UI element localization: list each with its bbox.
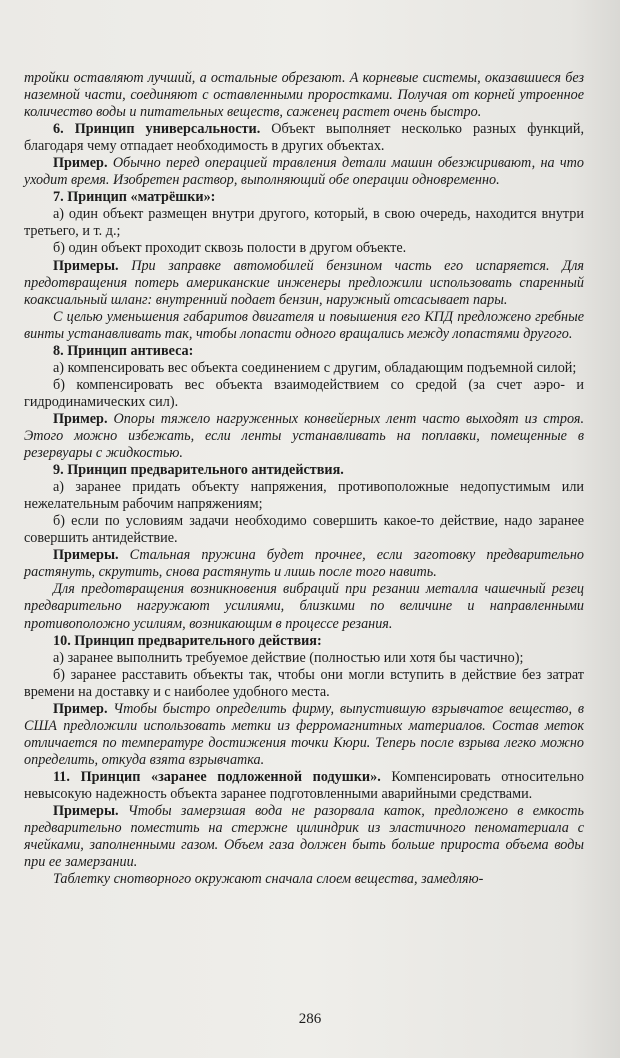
paragraph-heading: Примеры. <box>53 547 119 564</box>
paragraph-text: Таблетку снотворного окружают сначала слоем вещества, замедляю- <box>53 871 484 888</box>
paragraph-heading: 9. Принцип предварительного антидействия. <box>53 462 344 479</box>
paragraph <box>24 70 584 121</box>
paragraph-text: а) заранее выполнить требуемое действие (полностью или хотя бы частично); <box>53 649 524 666</box>
page-text-body <box>24 70 584 888</box>
paragraph <box>24 803 584 871</box>
paragraph-heading: 11. Принцип «заранее подложенной подушки». <box>53 768 381 785</box>
paragraph-heading: Примеры. <box>53 803 119 820</box>
paragraph <box>24 871 584 888</box>
paragraph-text: С целью уменьшения габаритов двигателя и повышения его КПД предложено гребные винты устанавливать так, чтобы лопасти одного вращались между лопастями другого. <box>24 308 584 342</box>
paragraph <box>24 206 584 240</box>
paragraph <box>24 360 584 377</box>
paragraph <box>24 650 584 667</box>
paragraph <box>24 667 584 701</box>
paragraph-text: а) компенсировать вес объекта соединением с другим, обладающим подъемной силой; <box>53 359 577 376</box>
paragraph-text: Чтобы быстро определить фирму, выпустившую взрывчатое вещество, в США предложили использовать метки из ферромагнитных материалов. Состав меток отличается по температуре достижения точки Кюри. Теперь после взрыва легко можно определить, откуда взята взрывчатка. <box>24 700 584 768</box>
paragraph <box>24 309 584 343</box>
paragraph-heading: Пример. <box>53 700 108 717</box>
paragraph <box>24 189 584 206</box>
paragraph-text: Обычно перед операцией травления детали машин обезжиривают, на что уходит время. Изобретен раствор, выполняющий обе операции одновременно. <box>24 155 584 189</box>
paragraph-text: тройки оставляют лучший, а остальные обрезают. А корневые системы, оказавшиеся без наземной части, соединяют с оставленными проростками. Получая от корней утроенное количество воды и питательных веществ, саженец растет очень быстро. <box>24 70 584 121</box>
paragraph <box>24 121 584 155</box>
paragraph-heading: 7. Принцип «матрёшки»: <box>53 189 216 206</box>
paragraph-heading: Примеры. <box>53 257 119 274</box>
paragraph <box>24 155 584 189</box>
paragraph-text: а) заранее придать объекту напряжения, противоположные недопустимым или нежелательным рабочим напряжениям; <box>24 479 584 513</box>
paragraph <box>24 769 584 803</box>
paragraph-text: Компенсировать относительно невысокую надежность объекта заранее подготовленными аварийными средствами. <box>24 768 584 802</box>
paragraph-text: Стальная пружина будет прочнее, если заготовку предварительно растянуть, скрутить, снова растянуть и лишь после того навить. <box>24 547 584 581</box>
paragraph-text: б) если по условиям задачи необходимо совершить какое-то действие, надо заранее совершить антидействие. <box>24 513 584 547</box>
paragraph-text: а) один объект размещен внутри другого, который, в свою очередь, находится внутри третьего, и т. д.; <box>24 206 584 240</box>
paragraph <box>24 547 584 581</box>
paragraph-text: б) заранее расставить объекты так, чтобы они могли вступить в действие без затрат времени на доставку и с наиболее удобного места. <box>24 666 584 700</box>
paragraph-text: б) один объект проходит сквозь полости в другом объекте. <box>53 240 407 257</box>
paragraph-text: б) компенсировать вес объекта взаимодействием со средой (за счет аэро- и гидродинамических сил). <box>24 376 584 410</box>
paragraph <box>24 581 584 632</box>
paragraph-text: Чтобы замерзшая вода не разорвала каток, предложено в емкость предварительно поместить на стержне цилиндрик из эластичного пеноматериала с ячейками, заполненными газом. Объем газа должен быть больше прироста объема воды при ее замерзании. <box>24 803 584 871</box>
paragraph <box>24 377 584 411</box>
page-number: 286 <box>298 1011 322 1027</box>
paragraph-heading: 10. Принцип предварительного действия: <box>53 632 322 649</box>
paragraph-heading: Пример. <box>53 410 108 427</box>
paragraph <box>24 513 584 547</box>
paragraph-heading: 6. Принцип универсальности. <box>53 121 261 138</box>
paragraph <box>24 701 584 769</box>
paragraph <box>24 633 584 650</box>
paragraph <box>24 479 584 513</box>
paragraph <box>24 462 584 479</box>
paragraph <box>24 343 584 360</box>
paragraph <box>24 411 584 462</box>
paragraph <box>24 240 584 257</box>
paragraph-text: Объект выполняет несколько разных функций, благодаря чему отпадает необходимость в других объектах. <box>24 121 584 155</box>
paragraph-heading: 8. Принцип антивеса: <box>53 342 194 359</box>
paragraph-text: При заправке автомобилей бензином часть его испаряется. Для предотвращения потерь американские инженеры предложили использовать спаренный коаксиальный шланг: внутренний подает бензин, наружный отсасывает пары. <box>24 257 584 308</box>
paragraph-text: Для предотвращения возникновения вибраций при резании металла чашечный резец предварительно нагружают усилиями, близкими по величине и направленными противоположно усилиям, возникающим в процессе резания. <box>24 581 584 632</box>
paragraph <box>24 258 584 309</box>
paragraph-text: Опоры тяжело нагруженных конвейерных лент часто выходят из строя. Этого можно избежать, если ленты устанавливать на поплавки, помещенные в резервуары с жидкостью. <box>24 410 584 462</box>
paragraph-heading: Пример. <box>53 155 108 172</box>
